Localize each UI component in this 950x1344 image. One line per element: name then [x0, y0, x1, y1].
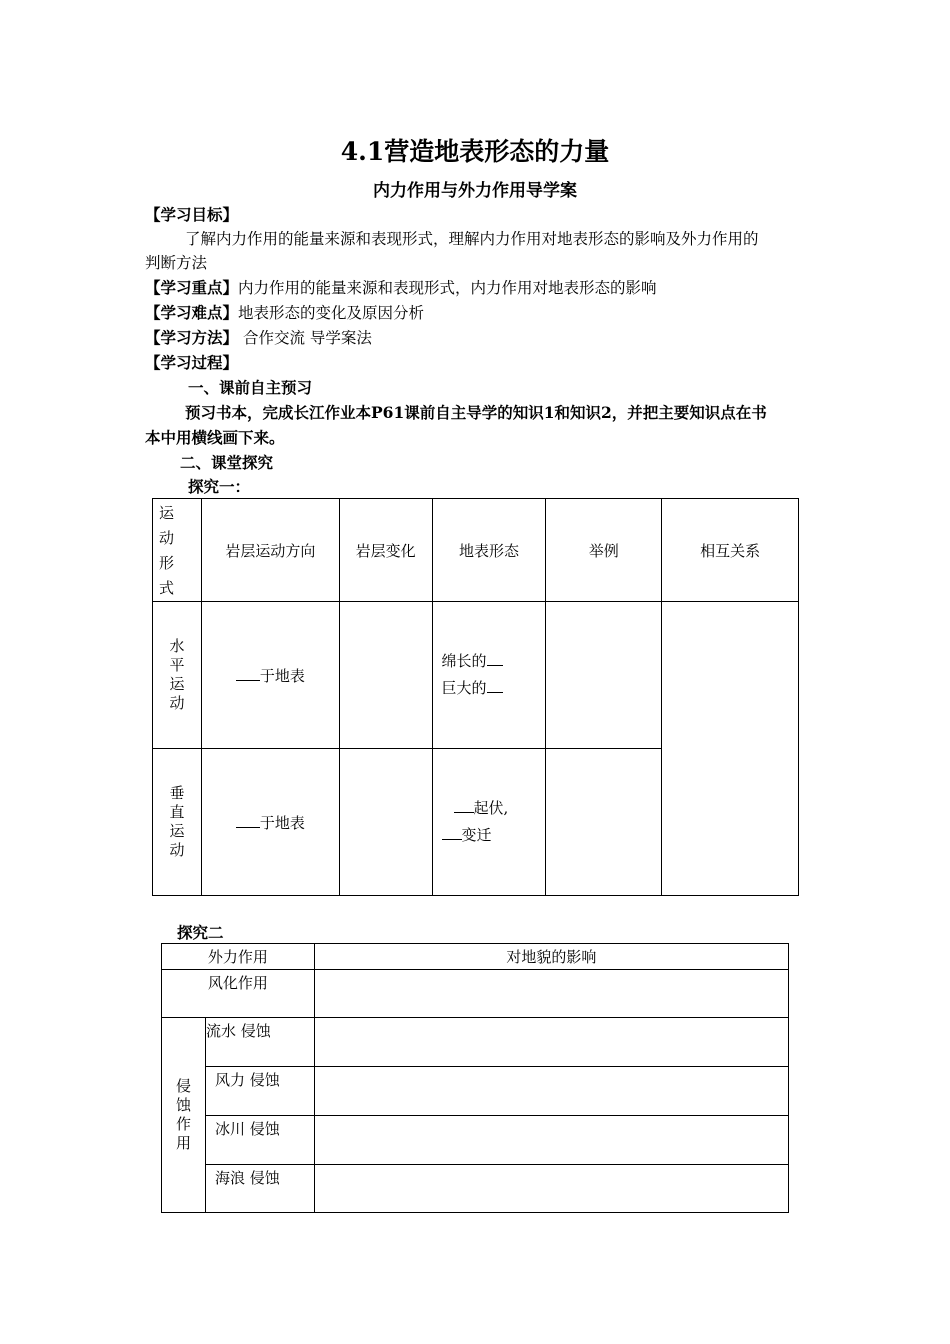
erosion-effect[interactable] [314, 1018, 788, 1067]
difficulty-label: 【学习难点】 [145, 303, 239, 322]
blank-line[interactable] [236, 813, 260, 828]
blank-line[interactable] [454, 798, 474, 813]
erosion-group-label: 侵蚀作用 [162, 1018, 206, 1213]
relationship-cell[interactable] [662, 602, 799, 896]
key-points-text: 内力作用的能量来源和表现形式，内力作用对地表形态的影响 [238, 279, 657, 297]
header-external-force: 外力作用 [162, 944, 315, 970]
table-row [162, 944, 789, 970]
header-direction: 岩层运动方向 [201, 499, 339, 602]
method-label: 【学习方法】 [145, 328, 239, 347]
row-horizontal-strata[interactable] [339, 602, 432, 749]
section1-text-line1: 预习书本，完成长江作业本P61课前自主导学的知识1和知识2，并把主要知识点在书 [185, 403, 767, 422]
blank-line[interactable] [236, 666, 260, 681]
erosion-item-label: 流水 侵蚀 [205, 1018, 314, 1067]
erosion-effect[interactable] [314, 1116, 788, 1165]
table-row [153, 499, 799, 602]
header-landform: 地表形态 [432, 499, 546, 602]
row-horizontal-form: 水平运动 [153, 602, 202, 749]
header-relationship: 相互关系 [662, 499, 799, 602]
blank-line[interactable] [487, 678, 503, 693]
explore2-table [161, 943, 789, 1213]
table-row [162, 1165, 789, 1213]
objectives-text-line1: 了解内力作用的能量来源和表现形式，理解内力作用对地表形态的影响及外力作用的 [185, 230, 759, 248]
method [145, 326, 372, 350]
blank-line[interactable] [487, 651, 503, 666]
erosion-effect[interactable] [314, 1067, 788, 1116]
explore1-table [152, 498, 799, 896]
row-vertical-landform: 起伏, 变迁 [432, 749, 546, 896]
row-vertical-direction: 于地表 [201, 749, 339, 896]
row-vertical-strata[interactable] [339, 749, 432, 896]
key-points [145, 276, 657, 300]
section1-heading: 一、课前自主预习 [188, 378, 313, 397]
table-row [162, 970, 789, 1018]
objectives-heading: 【学习目标】 [145, 205, 239, 224]
table-row [162, 1018, 789, 1067]
method-text: 合作交流 导学案法 [238, 329, 372, 347]
blank-line[interactable] [442, 825, 462, 840]
key-points-label: 【学习重点】 [145, 278, 239, 297]
section1-text-line2: 本中用横线画下来。 [145, 428, 285, 447]
row-horizontal-direction: 于地表 [201, 602, 339, 749]
difficulty-text: 地表形态的变化及原因分析 [238, 304, 425, 322]
explore2-label: 探究二 [177, 923, 224, 942]
erosion-item-label: 海浪 侵蚀 [205, 1165, 314, 1213]
page-subtitle: 内力作用与外力作用导学案 [373, 181, 577, 201]
header-motion-form: 运动形式 [153, 499, 202, 602]
explore1-label: 探究一： [188, 477, 251, 496]
row-vertical-form: 垂直运动 [153, 749, 202, 896]
header-strata-change: 岩层变化 [339, 499, 432, 602]
row-horizontal-landform: 绵长的 巨大的 [432, 602, 546, 749]
table-row [162, 1116, 789, 1165]
erosion-effect[interactable] [314, 1165, 788, 1213]
header-example: 举例 [546, 499, 662, 602]
process-heading: 【学习过程】 [145, 353, 239, 372]
table-row [153, 602, 799, 749]
row-horizontal-example[interactable] [546, 602, 662, 749]
weathering-effect[interactable] [314, 970, 788, 1018]
erosion-item-label: 风力 侵蚀 [205, 1067, 314, 1116]
section2-heading: 二、课堂探究 [180, 453, 274, 472]
header-effect: 对地貌的影响 [314, 944, 788, 970]
page-title: 4.1营造地表形态的力量 [340, 137, 610, 166]
objectives-text-line2: 判断方法 [145, 254, 208, 272]
table-row [162, 1067, 789, 1116]
erosion-item-label: 冰川 侵蚀 [205, 1116, 314, 1165]
difficulty [145, 301, 424, 325]
weathering-label: 风化作用 [162, 970, 315, 1018]
row-vertical-example[interactable] [546, 749, 662, 896]
